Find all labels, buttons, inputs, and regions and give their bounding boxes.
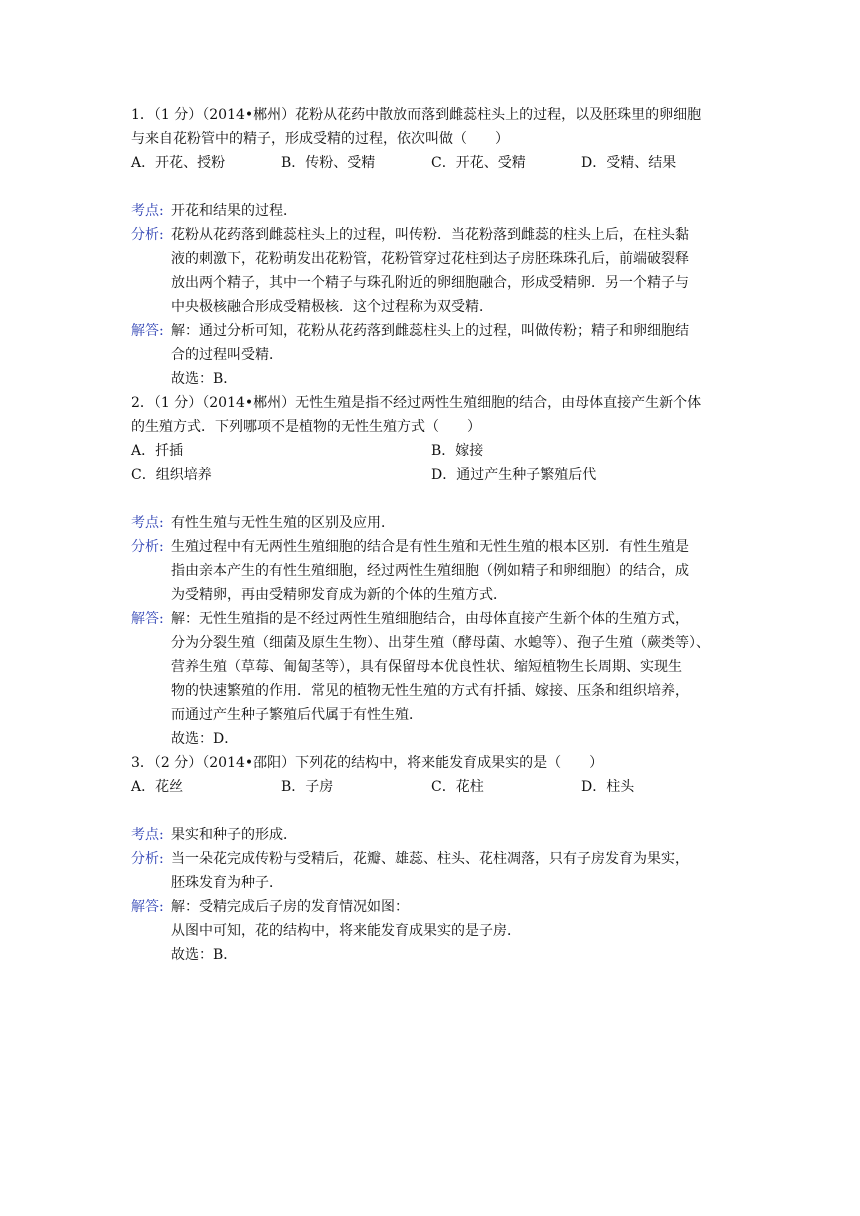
jieda-line: 解：无性生殖指的是不经过两性生殖细胞结合，由母体直接产生新个体的生殖方式， [171,611,689,627]
fenxi-section [131,847,761,895]
option-d: D．通过产生种子繁殖后代 [431,467,597,483]
jieda-label: 解答: [131,611,164,627]
option-c: C．花柱 [431,779,484,795]
answer-options [131,775,761,799]
jieda-section [131,319,761,391]
jieda-line: 解：通过分析可知，花粉从花药落到雌蕊柱头上的过程，叫做传粉；精子和卵细胞结 [171,323,689,339]
jieda-line: 从图中可知，花的结构中，将来能发育成果实的是子房． [171,923,521,939]
jieda-line: 而通过产生种子繁殖后代属于有性生殖． [171,707,423,723]
option-b: B．子房 [281,779,334,795]
fenxi-line: 生殖过程中有无两性生殖细胞的结合是有性生殖和无性生殖的根本区别．有性生殖是 [171,539,689,555]
question-stem-line: 2．（1 分）（2014•郴州）无性生殖是指不经过两性生殖细胞的结合，由母体直接产生新个体 [131,395,702,411]
fenxi-line: 为受精卵，再由受精卵发育成为新的个体的生殖方式． [171,587,507,603]
question-stem-line: 3．（2 分）（2014•邵阳）下列花的结构中，将来能发育成果实的是（ ） [131,755,604,771]
option-d: D．受精、结果 [581,155,677,171]
fenxi-line: 指由亲本产生的有性生殖细胞，经过两性生殖细胞（例如精子和卵细胞）的结合，成 [171,563,689,579]
kaodian-label: 考点: [131,515,164,531]
jieda-line: 故选：D． [171,731,239,747]
kaodian-section [131,199,761,223]
fenxi-line: 花粉从花药落到雌蕊柱头上的过程，叫传粉．当花粉落到雌蕊的柱头上后，在柱头黏 [171,227,689,243]
jieda-line: 故选：B． [171,947,238,963]
question-stem-line: 的生殖方式．下列哪项不是植物的无性生殖方式（ ） [131,419,481,435]
fenxi-label: 分析: [131,539,164,555]
kaodian-section [131,823,761,847]
kaodian-section [131,511,761,535]
jieda-line: 物的快速繁殖的作用．常见的植物无性生殖的方式有扦插、嫁接、压条和组织培养， [171,683,689,699]
kaodian-text: 有性生殖与无性生殖的区别及应用． [171,515,395,531]
document-page [131,103,761,967]
kaodian-label: 考点: [131,203,164,219]
answer-options [131,151,761,175]
question-1 [131,103,761,391]
option-a: A．开花、授粉 [131,155,226,171]
jieda-section [131,607,761,751]
question-2 [131,391,761,751]
fenxi-section [131,535,761,607]
fenxi-section [131,223,761,319]
jieda-line: 解：受精完成后子房的发育情况如图： [171,899,409,915]
jieda-line: 分为分裂生殖（细菌及原生生物）、出芽生殖（酵母菌、水螅等）、孢子生殖（蕨类等）、 [171,635,710,651]
question-3 [131,751,761,967]
question-stem-line: 与来自花粉管中的精子，形成受精的过程，依次叫做（ ） [131,131,509,147]
fenxi-line: 当一朵花完成传粉与受精后，花瓣、雄蕊、柱头、花柱凋落，只有子房发育为果实， [171,851,689,867]
fenxi-line: 胚珠发育为种子． [171,875,283,891]
jieda-line: 故选：B． [171,371,238,387]
option-a: A．花丝 [131,779,184,795]
option-d: D．柱头 [581,779,635,795]
option-c: C．开花、受精 [431,155,526,171]
jieda-line: 合的过程叫受精． [171,347,283,363]
jieda-label: 解答: [131,323,164,339]
fenxi-line: 液的刺激下，花粉萌发出花粉管，花粉管穿过花柱到达子房胚珠珠孔后，前端破裂释 [171,251,689,267]
question-stem-line: 1．（1 分）（2014•郴州）花粉从花药中散放而落到雌蕊柱头上的过程，以及胚珠里的卵细胞 [131,107,702,123]
fenxi-line: 中央极核融合形成受精极核．这个过程称为双受精． [171,299,493,315]
fenxi-label: 分析: [131,851,164,867]
answer-options [131,439,761,487]
jieda-line: 营养生殖（草莓、匍匐茎等），具有保留母本优良性状、缩短植物生长周期、实现生 [171,659,682,675]
jieda-section [131,895,761,967]
kaodian-text: 果实和种子的形成． [171,827,297,843]
option-a: A．扦插 [131,443,184,459]
option-c: C．组织培养 [131,467,212,483]
option-b: B．传粉、受精 [281,155,376,171]
jieda-label: 解答: [131,899,164,915]
kaodian-text: 开花和结果的过程． [171,203,297,219]
fenxi-line: 放出两个精子，其中一个精子与珠孔附近的卵细胞融合，形成受精卵．另一个精子与 [171,275,689,291]
option-b: B．嫁接 [431,443,484,459]
fenxi-label: 分析: [131,227,164,243]
kaodian-label: 考点: [131,827,164,843]
